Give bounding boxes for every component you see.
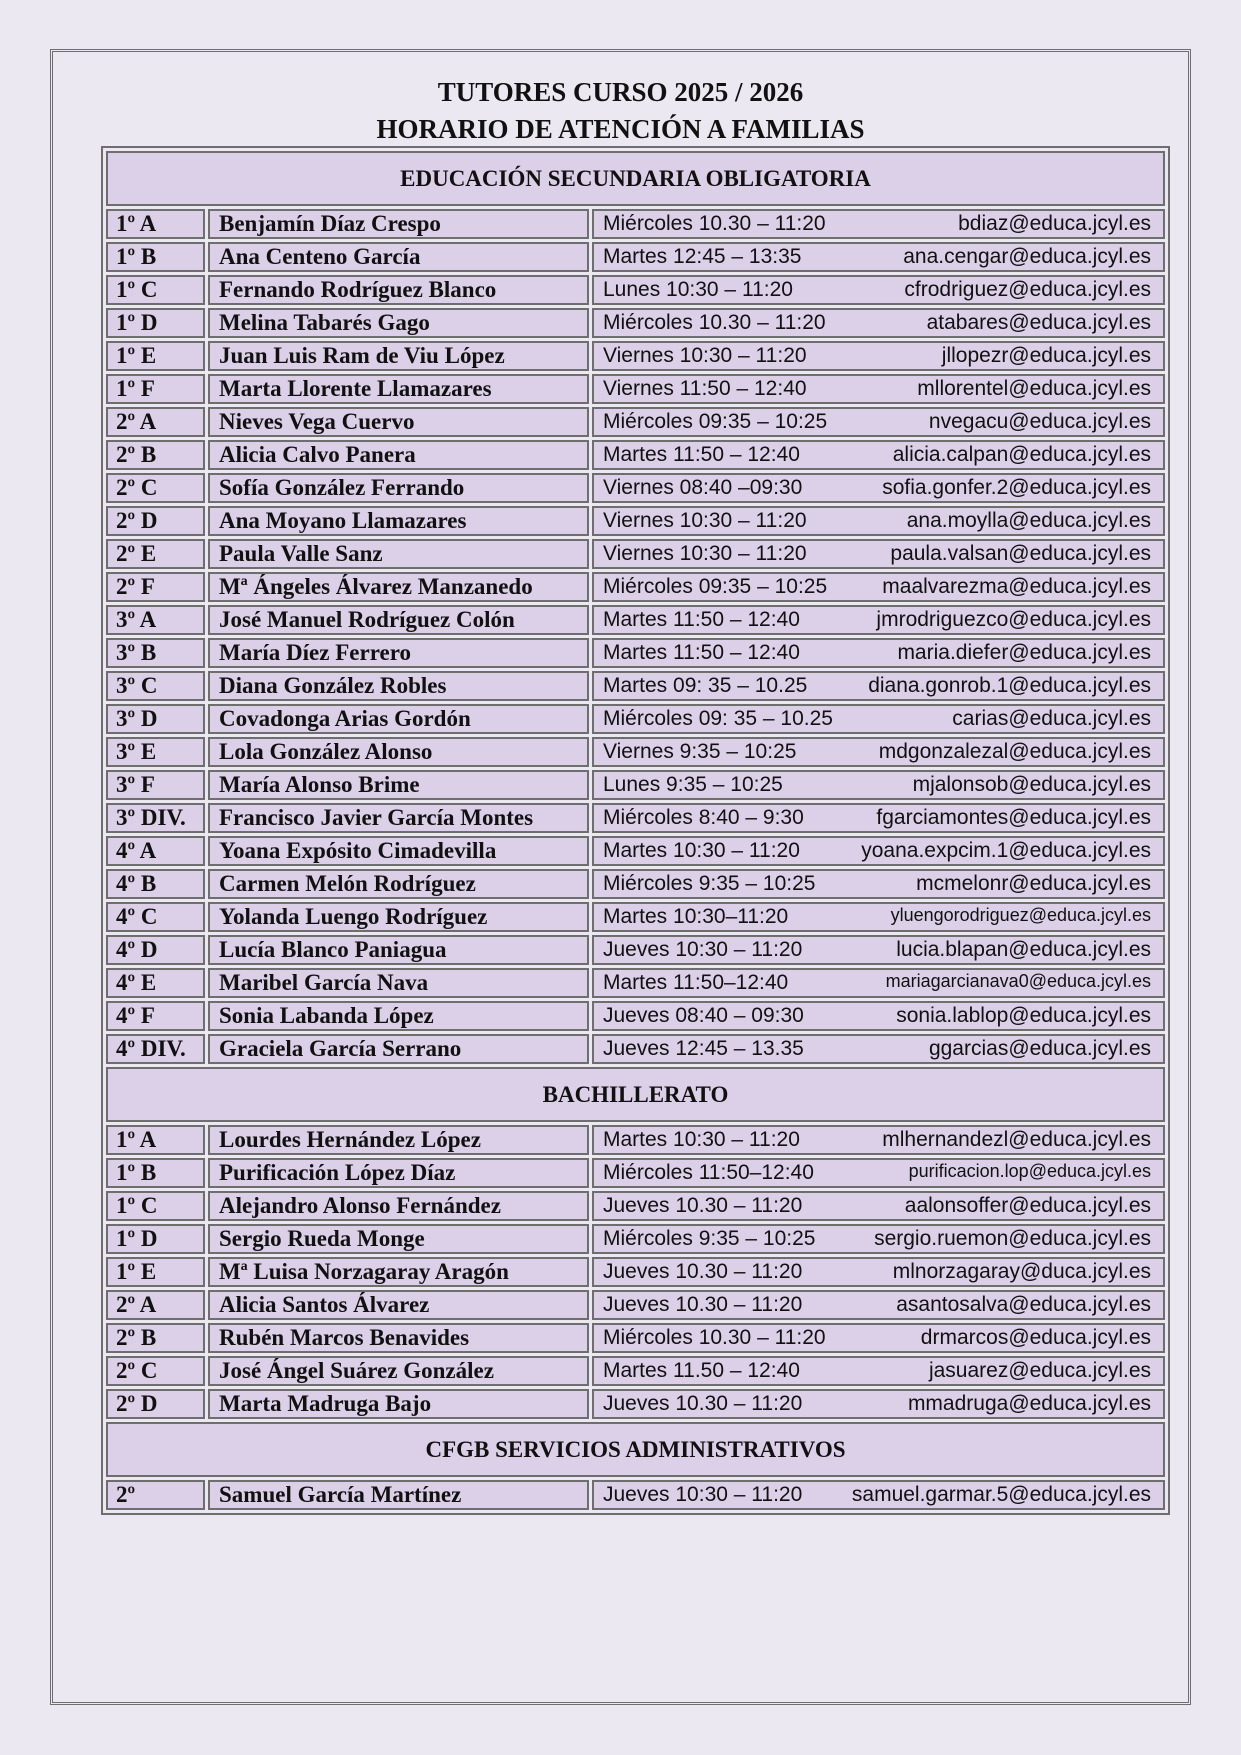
group-cell: 2º B [106,1323,205,1353]
tutor-name-cell: Yoana Expósito Cimadevilla [208,836,589,866]
group-cell: 1º F [106,374,205,404]
tutor-name-cell: Purificación López Díaz [208,1158,589,1188]
table-row [106,1356,1165,1386]
group-cell: 1º E [106,341,205,371]
section-header [106,151,1165,206]
schedule-email-cell [592,1290,1165,1320]
group-cell: 2º A [106,1290,205,1320]
tutor-name-cell: Paula Valle Sanz [208,539,589,569]
schedule-email-cell [592,341,1165,371]
tutor-name-cell: Marta Madruga Bajo [208,1389,589,1419]
group-cell: 1º C [106,1191,205,1221]
group-cell: 1º E [106,1257,205,1287]
email-link[interactable]: mmadruga@educa.jcyl.es [907,1392,1152,1415]
table-row [106,836,1165,866]
title-line-1: TUTORES CURSO 2025 / 2026 [437,77,804,107]
table-row [106,1257,1165,1287]
schedule-email-cell [592,440,1165,470]
schedule-email-cell [592,836,1165,866]
email-link[interactable]: mdgonzalezal@educa.jcyl.es [878,740,1152,763]
email-link[interactable]: sonia.lablop@educa.jcyl.es [896,1004,1152,1027]
table-row [106,935,1165,965]
email-link[interactable]: ana.moylla@educa.jcyl.es [906,509,1152,532]
tutor-name-cell: Graciela García Serrano [208,1034,589,1064]
email-link[interactable]: mjalonsob@educa.jcyl.es [912,773,1152,796]
email-link[interactable]: drmarcos@educa.jcyl.es [920,1326,1152,1349]
table-row [106,374,1165,404]
table-row [106,968,1165,998]
tutor-name-cell: Sofía González Ferrando [208,473,589,503]
table-row [106,671,1165,701]
schedule-text: Martes 11.50 – 12:40 [603,1359,800,1382]
table-row [106,1001,1165,1031]
tutor-name-cell: Marta Llorente Llamazares [208,374,589,404]
schedule-email-cell [592,638,1165,668]
email-link[interactable]: sergio.ruemon@educa.jcyl.es [874,1227,1152,1250]
section-header [106,1067,1165,1122]
email-link[interactable]: carias@educa.jcyl.es [952,707,1152,730]
schedule-email-cell [592,671,1165,701]
group-cell: 2º C [106,1356,205,1386]
schedule-text: Miércoles 09:35 – 10:25 [603,575,828,598]
tutor-name-cell: Nieves Vega Cuervo [208,407,589,437]
group-cell: 4º C [106,902,205,932]
schedule-text: Jueves 10.30 – 11:20 [603,1194,803,1217]
email-link[interactable]: alicia.calpan@educa.jcyl.es [892,443,1152,466]
table-row [106,704,1165,734]
table-row [106,506,1165,536]
schedule-text: Jueves 08:40 – 09:30 [603,1004,804,1027]
group-cell: 1º C [106,275,205,305]
schedule-email-cell [592,968,1165,998]
tutor-name-cell: Lola González Alonso [208,737,589,767]
schedule-text: Viernes 10:30 – 11:20 [603,509,807,532]
schedule-text: Miércoles 10.30 – 11:20 [603,311,826,334]
tutor-name-cell: Mª Ángeles Álvarez Manzanedo [208,572,589,602]
table-row [106,902,1165,932]
schedule-email-cell [592,1323,1165,1353]
email-link[interactable]: jasuarez@educa.jcyl.es [928,1359,1152,1382]
schedule-email-cell [592,1158,1165,1188]
schedule-text: Martes 11:50–12:40 [603,971,789,994]
schedule-text: Miércoles 09:35 – 10:25 [603,410,828,433]
tutors-table [101,146,1170,1515]
email-link[interactable]: mlhernandezl@educa.jcyl.es [882,1128,1152,1151]
tutor-name-cell: Lucía Blanco Paniagua [208,935,589,965]
group-cell: 3º F [106,770,205,800]
email-link[interactable]: asantosalva@educa.jcyl.es [896,1293,1152,1316]
tutor-name-cell: Juan Luis Ram de Viu López [208,341,589,371]
table-row [106,638,1165,668]
tutor-name-cell: Covadonga Arias Gordón [208,704,589,734]
schedule-email-cell [592,935,1165,965]
schedule-text: Jueves 10.30 – 11:20 [603,1260,803,1283]
schedule-text: Martes 11:50 – 12:40 [603,608,800,631]
tutor-name-cell: Maribel García Nava [208,968,589,998]
group-cell: 3º E [106,737,205,767]
email-link[interactable]: jllopezr@educa.jcyl.es [941,344,1152,367]
schedule-email-cell [592,1224,1165,1254]
schedule-text: Miércoles 11:50–12:40 [603,1161,814,1184]
group-cell: 4º DIV. [106,1034,205,1064]
schedule-text: Miércoles 8:40 – 9:30 [603,806,804,829]
table-row [106,1323,1165,1353]
group-cell: 2º A [106,407,205,437]
schedule-text: Miércoles 9:35 – 10:25 [603,872,816,895]
email-link[interactable]: cfrodriguez@educa.jcyl.es [904,278,1152,301]
email-link[interactable]: purificacion.lop@educa.jcyl.es [908,1161,1152,1181]
table-row [106,770,1165,800]
group-cell: 4º F [106,1001,205,1031]
table-row [106,1290,1165,1320]
tutor-name-cell: Samuel García Martínez [208,1480,589,1510]
group-cell: 3º DIV. [106,803,205,833]
section-title: EDUCACIÓN SECUNDARIA OBLIGATORIA [106,151,1165,206]
group-cell: 2º B [106,440,205,470]
table-row [106,209,1165,239]
table-row [106,407,1165,437]
schedule-email-cell [592,1034,1165,1064]
schedule-text: Viernes 11:50 – 12:40 [603,377,807,400]
schedule-text: Lunes 9:35 – 10:25 [603,773,783,796]
tutor-name-cell: Lourdes Hernández López [208,1125,589,1155]
schedule-email-cell [592,1389,1165,1419]
tutor-name-cell: Fernando Rodríguez Blanco [208,275,589,305]
schedule-email-cell [592,539,1165,569]
schedule-email-cell [592,407,1165,437]
email-link[interactable]: nvegacu@educa.jcyl.es [928,410,1152,433]
tutor-name-cell: María Alonso Brime [208,770,589,800]
email-link[interactable]: mlnorzagaray@duca.jcyl.es [892,1260,1152,1283]
schedule-email-cell [592,902,1165,932]
schedule-text: Martes 12:45 – 13:35 [603,245,802,268]
schedule-text: Miércoles 10.30 – 11:20 [603,212,826,235]
email-link[interactable]: mariagarcianava0@educa.jcyl.es [885,971,1152,991]
table-row [106,473,1165,503]
schedule-text: Miércoles 9:35 – 10:25 [603,1227,816,1250]
group-cell: 2º C [106,473,205,503]
email-link[interactable]: maria.diefer@educa.jcyl.es [897,641,1152,664]
schedule-text: Jueves 10:30 – 11:20 [603,938,803,961]
group-cell: 2º D [106,1389,205,1419]
schedule-email-cell [592,242,1165,272]
tutor-name-cell: Ana Moyano Llamazares [208,506,589,536]
table-row [106,1158,1165,1188]
email-link[interactable]: mllorentel@educa.jcyl.es [917,377,1152,400]
table-row [106,803,1165,833]
schedule-text: Jueves 10:30 – 11:20 [603,1483,803,1506]
schedule-email-cell [592,308,1165,338]
schedule-text: Martes 11:50 – 12:40 [603,641,800,664]
table-row [106,1191,1165,1221]
email-link[interactable]: maalvarezma@educa.jcyl.es [882,575,1152,598]
table-row [106,1224,1165,1254]
schedule-text: Miércoles 10.30 – 11:20 [603,1326,826,1349]
group-cell: 2º F [106,572,205,602]
group-cell: 1º D [106,308,205,338]
tutor-name-cell: Alicia Calvo Panera [208,440,589,470]
email-link[interactable]: paula.valsan@educa.jcyl.es [890,542,1152,565]
table-row [106,275,1165,305]
tutor-name-cell: Alejandro Alonso Fernández [208,1191,589,1221]
table-row [106,737,1165,767]
section-header [106,1422,1165,1477]
tutor-name-cell: José Ángel Suárez González [208,1356,589,1386]
table-row [106,242,1165,272]
group-cell: 2º [106,1480,205,1510]
tutor-name-cell: Carmen Melón Rodríguez [208,869,589,899]
schedule-email-cell [592,275,1165,305]
group-cell: 2º D [106,506,205,536]
email-link[interactable]: bdiaz@educa.jcyl.es [958,212,1152,235]
schedule-text: Martes 10:30 – 11:20 [603,839,800,862]
email-link[interactable]: mcmelonr@educa.jcyl.es [916,872,1152,895]
table-row [106,1480,1165,1510]
schedule-email-cell [592,572,1165,602]
schedule-text: Jueves 10.30 – 11:20 [603,1392,803,1415]
email-link[interactable]: diana.gonrob.1@educa.jcyl.es [868,674,1152,697]
group-cell: 2º E [106,539,205,569]
schedule-email-cell [592,737,1165,767]
tutor-name-cell: Diana González Robles [208,671,589,701]
table-row [106,440,1165,470]
tutor-name-cell: María Díez Ferrero [208,638,589,668]
group-cell: 1º B [106,242,205,272]
tutor-name-cell: Benjamín Díaz Crespo [208,209,589,239]
email-link[interactable]: ggarcias@educa.jcyl.es [928,1037,1152,1060]
schedule-email-cell [592,1480,1165,1510]
schedule-text: Lunes 10:30 – 11:20 [603,278,793,301]
schedule-text: Martes 10:30 – 11:20 [603,1128,800,1151]
group-cell: 3º A [106,605,205,635]
table-row [106,1034,1165,1064]
schedule-email-cell [592,770,1165,800]
group-cell: 4º B [106,869,205,899]
group-cell: 4º A [106,836,205,866]
schedule-text: Miércoles 09: 35 – 10.25 [603,707,833,730]
schedule-email-cell [592,209,1165,239]
schedule-email-cell [592,1125,1165,1155]
table-row [106,308,1165,338]
section-title: CFGB SERVICIOS ADMINISTRATIVOS [106,1422,1165,1477]
schedule-email-cell [592,374,1165,404]
group-cell: 4º D [106,935,205,965]
schedule-email-cell [592,704,1165,734]
email-link[interactable]: yoana.expcim.1@educa.jcyl.es [861,839,1152,862]
title-line-2: HORARIO DE ATENCIÓN A FAMILIAS [376,114,865,144]
tutor-name-cell: Melina Tabarés Gago [208,308,589,338]
tutor-name-cell: José Manuel Rodríguez Colón [208,605,589,635]
group-cell: 3º C [106,671,205,701]
tutor-name-cell: Rubén Marcos Benavides [208,1323,589,1353]
schedule-email-cell [592,869,1165,899]
group-cell: 1º A [106,209,205,239]
email-link[interactable]: ana.cengar@educa.jcyl.es [903,245,1152,268]
table-row [106,1125,1165,1155]
group-cell: 3º D [106,704,205,734]
schedule-email-cell [592,473,1165,503]
schedule-email-cell [592,803,1165,833]
group-cell: 4º E [106,968,205,998]
table-row [106,869,1165,899]
group-cell: 1º B [106,1158,205,1188]
table-row [106,1389,1165,1419]
schedule-email-cell [592,1257,1165,1287]
schedule-text: Viernes 9:35 – 10:25 [603,740,797,763]
schedule-text: Viernes 10:30 – 11:20 [603,542,807,565]
tutor-name-cell: Yolanda Luengo Rodríguez [208,902,589,932]
schedule-email-cell [592,506,1165,536]
table-row [106,572,1165,602]
table-row [106,341,1165,371]
email-link[interactable]: aalonsoffer@educa.jcyl.es [904,1194,1152,1217]
tutor-name-cell: Mª Luisa Norzagaray Aragón [208,1257,589,1287]
schedule-email-cell [592,1356,1165,1386]
email-link[interactable]: atabares@educa.jcyl.es [926,311,1152,334]
schedule-text: Martes 10:30–11:20 [603,905,789,928]
schedule-email-cell [592,605,1165,635]
tutor-name-cell: Alicia Santos Álvarez [208,1290,589,1320]
email-link[interactable]: fgarciamontes@educa.jcyl.es [876,806,1152,829]
schedule-text: Jueves 10.30 – 11:20 [603,1293,803,1316]
schedule-email-cell [592,1191,1165,1221]
email-link[interactable]: jmrodriguezco@educa.jcyl.es [876,608,1152,631]
tutor-name-cell: Sergio Rueda Monge [208,1224,589,1254]
table-row [106,539,1165,569]
table-row [106,605,1165,635]
email-link[interactable]: yluengorodriguez@educa.jcyl.es [890,905,1152,925]
tutor-name-cell: Ana Centeno García [208,242,589,272]
schedule-text: Viernes 08:40 –09:30 [603,476,803,499]
schedule-text: Viernes 10:30 – 11:20 [603,344,807,367]
email-link[interactable]: sofia.gonfer.2@educa.jcyl.es [882,476,1152,499]
group-cell: 3º B [106,638,205,668]
email-link[interactable]: samuel.garmar.5@educa.jcyl.es [851,1483,1152,1506]
tutor-name-cell: Sonia Labanda López [208,1001,589,1031]
schedule-text: Martes 11:50 – 12:40 [603,443,800,466]
tutor-name-cell: Francisco Javier García Montes [208,803,589,833]
schedule-email-cell [592,1001,1165,1031]
group-cell: 1º D [106,1224,205,1254]
schedule-text: Jueves 12:45 – 13.35 [603,1037,804,1060]
section-title: BACHILLERATO [106,1067,1165,1122]
schedule-text: Martes 09: 35 – 10.25 [603,674,808,697]
email-link[interactable]: lucia.blapan@educa.jcyl.es [896,938,1152,961]
group-cell: 1º A [106,1125,205,1155]
